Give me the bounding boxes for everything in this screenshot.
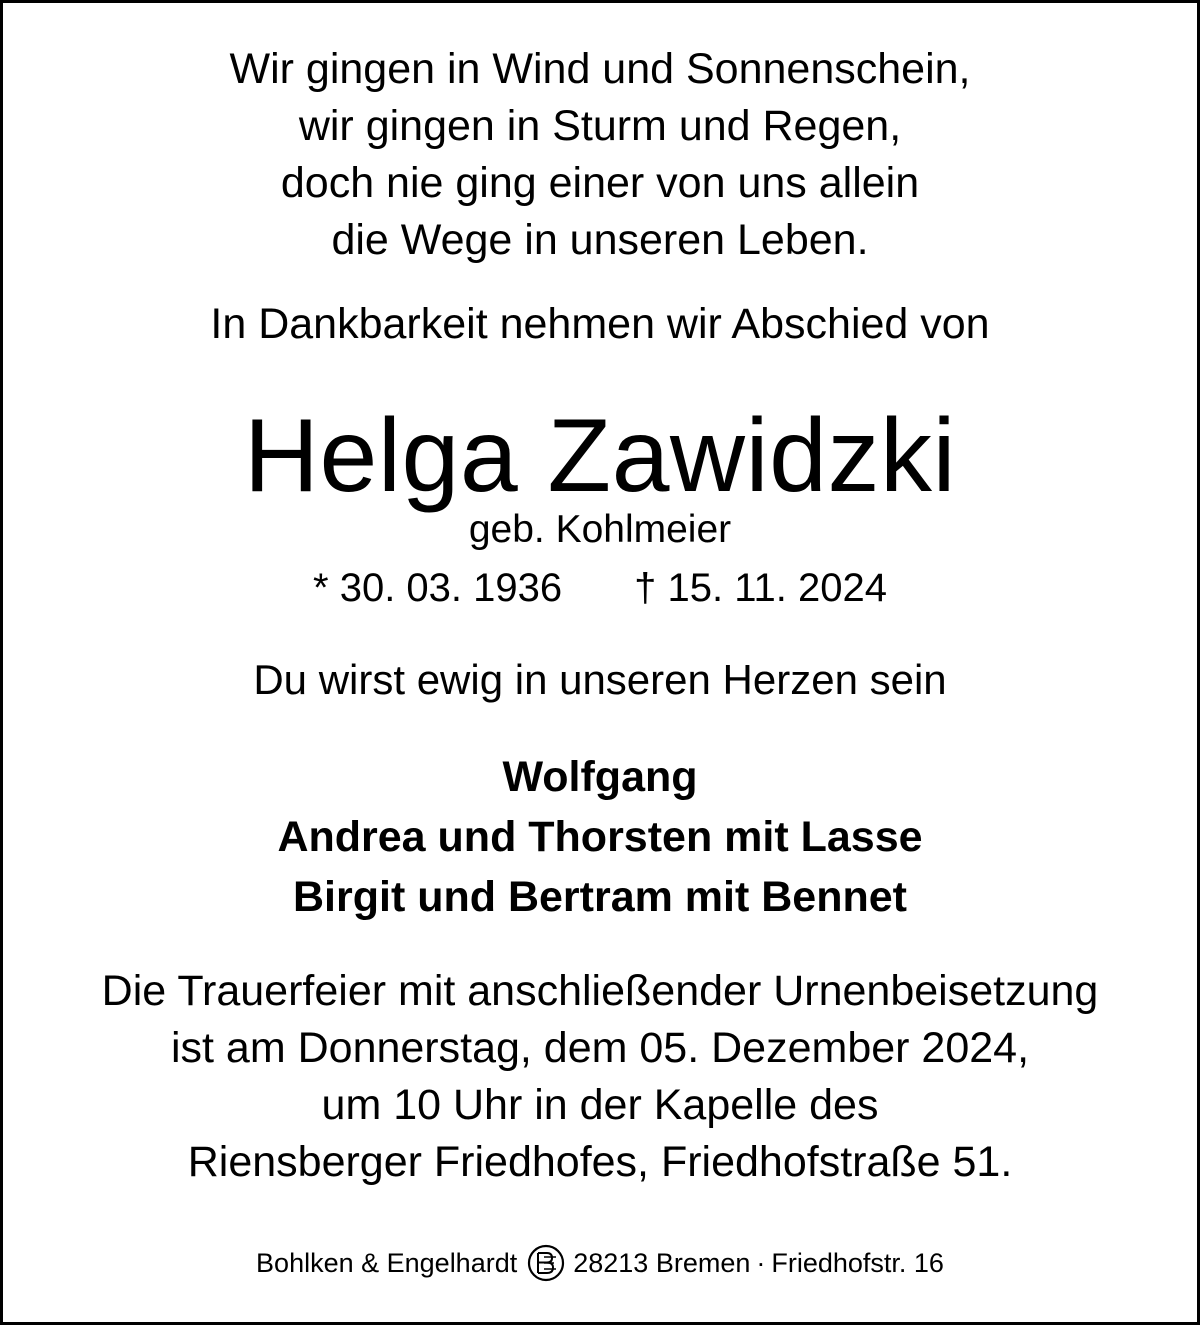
be-monogram-icon — [527, 1244, 565, 1282]
birth-name: geb. Kohlmeier — [468, 508, 732, 551]
funeral-home-footer — [3, 1241, 1197, 1285]
poem-line: die Wege in unseren Leben. — [331, 216, 869, 264]
postal-city: 28213 Bremen — [573, 1248, 751, 1278]
deceased-name: Helga Zawidzki — [243, 398, 957, 514]
separator-dot: · — [756, 1248, 766, 1278]
street-address: Friedhofstr. 16 — [771, 1248, 944, 1278]
ceremony-info — [3, 963, 1197, 1191]
family-line: Andrea und Thorsten mit Lasse — [277, 813, 923, 861]
funeral-home-name: Bohlken & Engelhardt — [256, 1248, 518, 1278]
birth-date: * 30. 03. 1936 — [313, 566, 563, 610]
motto: Du wirst ewig in unseren Herzen sein — [253, 656, 947, 703]
ceremony-line: Die Trauerfeier mit anschließender Urnenbeisetzung — [101, 967, 1099, 1015]
poem-line: Wir gingen in Wind und Sonnenschein, — [229, 45, 971, 93]
life-dates — [3, 563, 1197, 613]
family-line: Birgit und Bertram mit Bennet — [293, 873, 907, 921]
family-line: Wolfgang — [502, 753, 698, 801]
poem-line: wir gingen in Sturm und Regen, — [298, 102, 902, 150]
ceremony-line: ist am Donnerstag, dem 05. Dezember 2024, — [170, 1024, 1030, 1072]
death-date: † 15. 11. 2024 — [634, 566, 887, 610]
intro-text: In Dankbarkeit nehmen wir Abschied von — [210, 300, 990, 348]
ceremony-line: um 10 Uhr in der Kapelle des — [321, 1081, 879, 1129]
family-list — [3, 747, 1197, 927]
ceremony-line: Riensberger Friedhofes, Friedhofstraße 51. — [187, 1138, 1013, 1186]
poem-line: doch nie ging einer von uns allein — [280, 159, 920, 207]
poem — [3, 41, 1197, 269]
